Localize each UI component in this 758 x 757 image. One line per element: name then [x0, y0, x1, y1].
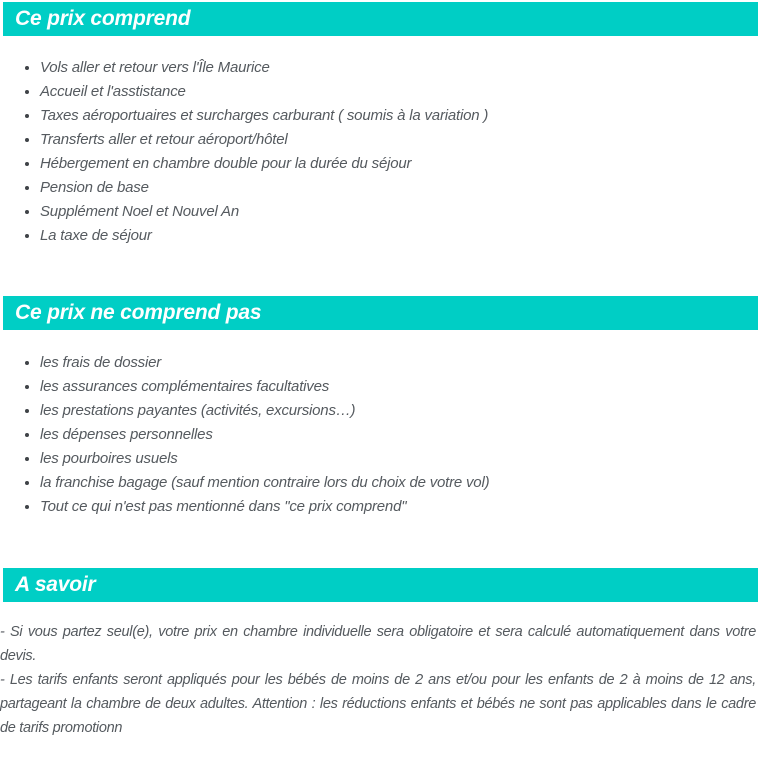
note-paragraph: - Les tarifs enfants seront appliqués pour les bébés de moins de 2 ans et/ou pour les enfants de 2 à moins de 12 ans, partageant la chambre de deux adultes. Attention : les réductions enfants et bébés ne sont pas applicables dans le cadre de tarifs promotionn: [0, 672, 756, 736]
section-header-price-excludes: [3, 296, 758, 330]
price-includes-list: [0, 56, 758, 248]
price-details-page: [0, 2, 758, 757]
list-item: • les dépenses personnelles: [40, 423, 758, 447]
section-header-good-to-know: [3, 568, 758, 602]
list-item: • Tout ce qui n'est pas mentionné dans "ce prix comprend": [40, 495, 758, 519]
section-title-price-includes: Ce prix comprend: [15, 7, 191, 30]
good-to-know-notes: [0, 620, 758, 740]
note-paragraph: - Si vous partez seul(e), votre prix en chambre individuelle sera obligatoire et sera calculé automatiquement dans votre devis.: [0, 624, 756, 664]
list-item: • les frais de dossier: [40, 351, 758, 375]
section-header-price-includes: [3, 2, 758, 36]
list-item: • les pourboires usuels: [40, 447, 758, 471]
list-item: • Taxes aéroportuaires et surcharges carburant ( soumis à la variation ): [40, 104, 758, 128]
list-item: • les prestations payantes (activités, excursions…): [40, 399, 758, 423]
price-excludes-list: [0, 351, 758, 519]
list-item: • Transferts aller et retour aéroport/hôtel: [40, 128, 758, 152]
section-title-price-excludes: Ce prix ne comprend pas: [15, 301, 262, 324]
list-item: • les assurances complémentaires facultatives: [40, 375, 758, 399]
list-item: • la franchise bagage (sauf mention contraire lors du choix de votre vol): [40, 471, 758, 495]
list-item: • Hébergement en chambre double pour la durée du séjour: [40, 152, 758, 176]
list-item: • Vols aller et retour vers l'Île Maurice: [40, 56, 758, 80]
list-item: • La taxe de séjour: [40, 224, 758, 248]
list-item: • Pension de base: [40, 176, 758, 200]
list-item: • Supplément Noel et Nouvel An: [40, 200, 758, 224]
section-title-good-to-know: A savoir: [15, 573, 96, 596]
list-item: • Accueil et l'asstistance: [40, 80, 758, 104]
